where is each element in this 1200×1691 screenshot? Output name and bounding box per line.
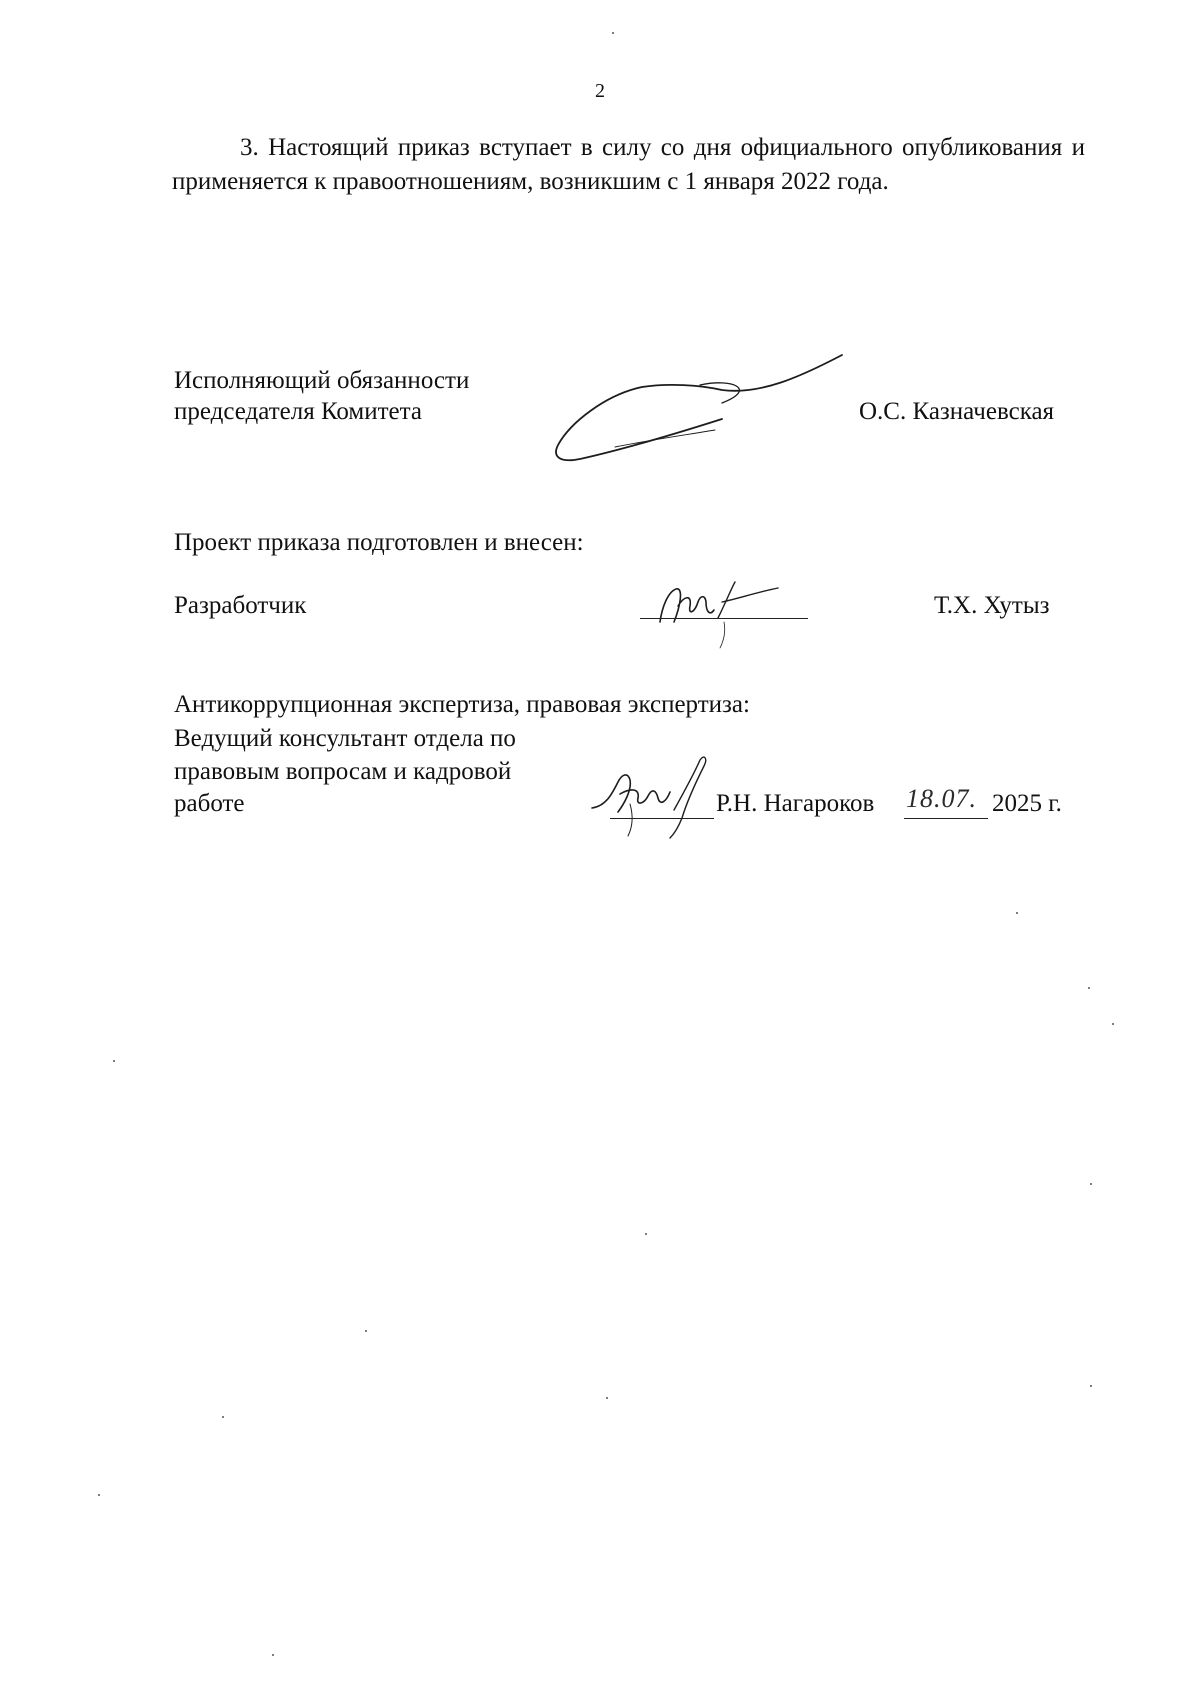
developer-signature	[640, 572, 800, 652]
scan-speck	[1090, 1385, 1092, 1387]
expert-position-line2: правовым вопросам и кадровой	[174, 758, 512, 785]
scan-speck	[98, 1494, 100, 1496]
developer-name: Т.Х. Хутыз	[934, 592, 1050, 619]
scan-speck	[606, 1397, 608, 1399]
developer-signature-line	[640, 618, 808, 619]
chairman-signature	[550, 345, 850, 475]
scan-speck	[365, 1330, 367, 1332]
handwritten-date: 18.07.	[906, 784, 977, 813]
expert-name: Р.Н. Нагароков	[716, 790, 875, 817]
scan-speck	[1112, 1023, 1114, 1025]
date-year: 2025 г.	[992, 790, 1062, 817]
scan-speck	[272, 1654, 274, 1656]
paragraph-3: 3. Настоящий приказ вступает в силу со дня официального опубликования и применяется к правоотношениям, возникшим с 1 января 2022 года.	[172, 134, 1085, 195]
expert-position-line1: Ведущий консультант отдела по	[174, 725, 516, 752]
expert-signature-line	[610, 818, 714, 819]
expert-position-line3: работе	[174, 790, 245, 817]
scan-speck	[1090, 1183, 1092, 1185]
expertise-heading: Антикоррупционная экспертиза, правовая экспертиза:	[174, 691, 750, 718]
prepared-by-heading: Проект приказа подготовлен и внесен:	[174, 529, 584, 556]
scan-speck	[1016, 912, 1018, 914]
signatory-position-line1: Исполняющий обязанности	[174, 367, 470, 394]
page-number: 2	[595, 80, 605, 102]
scan-speck	[645, 1233, 647, 1235]
developer-role: Разработчик	[174, 592, 307, 619]
scan-speck	[222, 1416, 224, 1418]
scan-speck	[113, 1060, 115, 1062]
scan-speck	[1088, 987, 1090, 989]
scan-speck	[612, 32, 614, 34]
signatory-position-line2: председателя Комитета	[174, 398, 422, 425]
date-underline	[904, 818, 988, 819]
signatory-name: О.С. Казначевская	[859, 398, 1055, 425]
